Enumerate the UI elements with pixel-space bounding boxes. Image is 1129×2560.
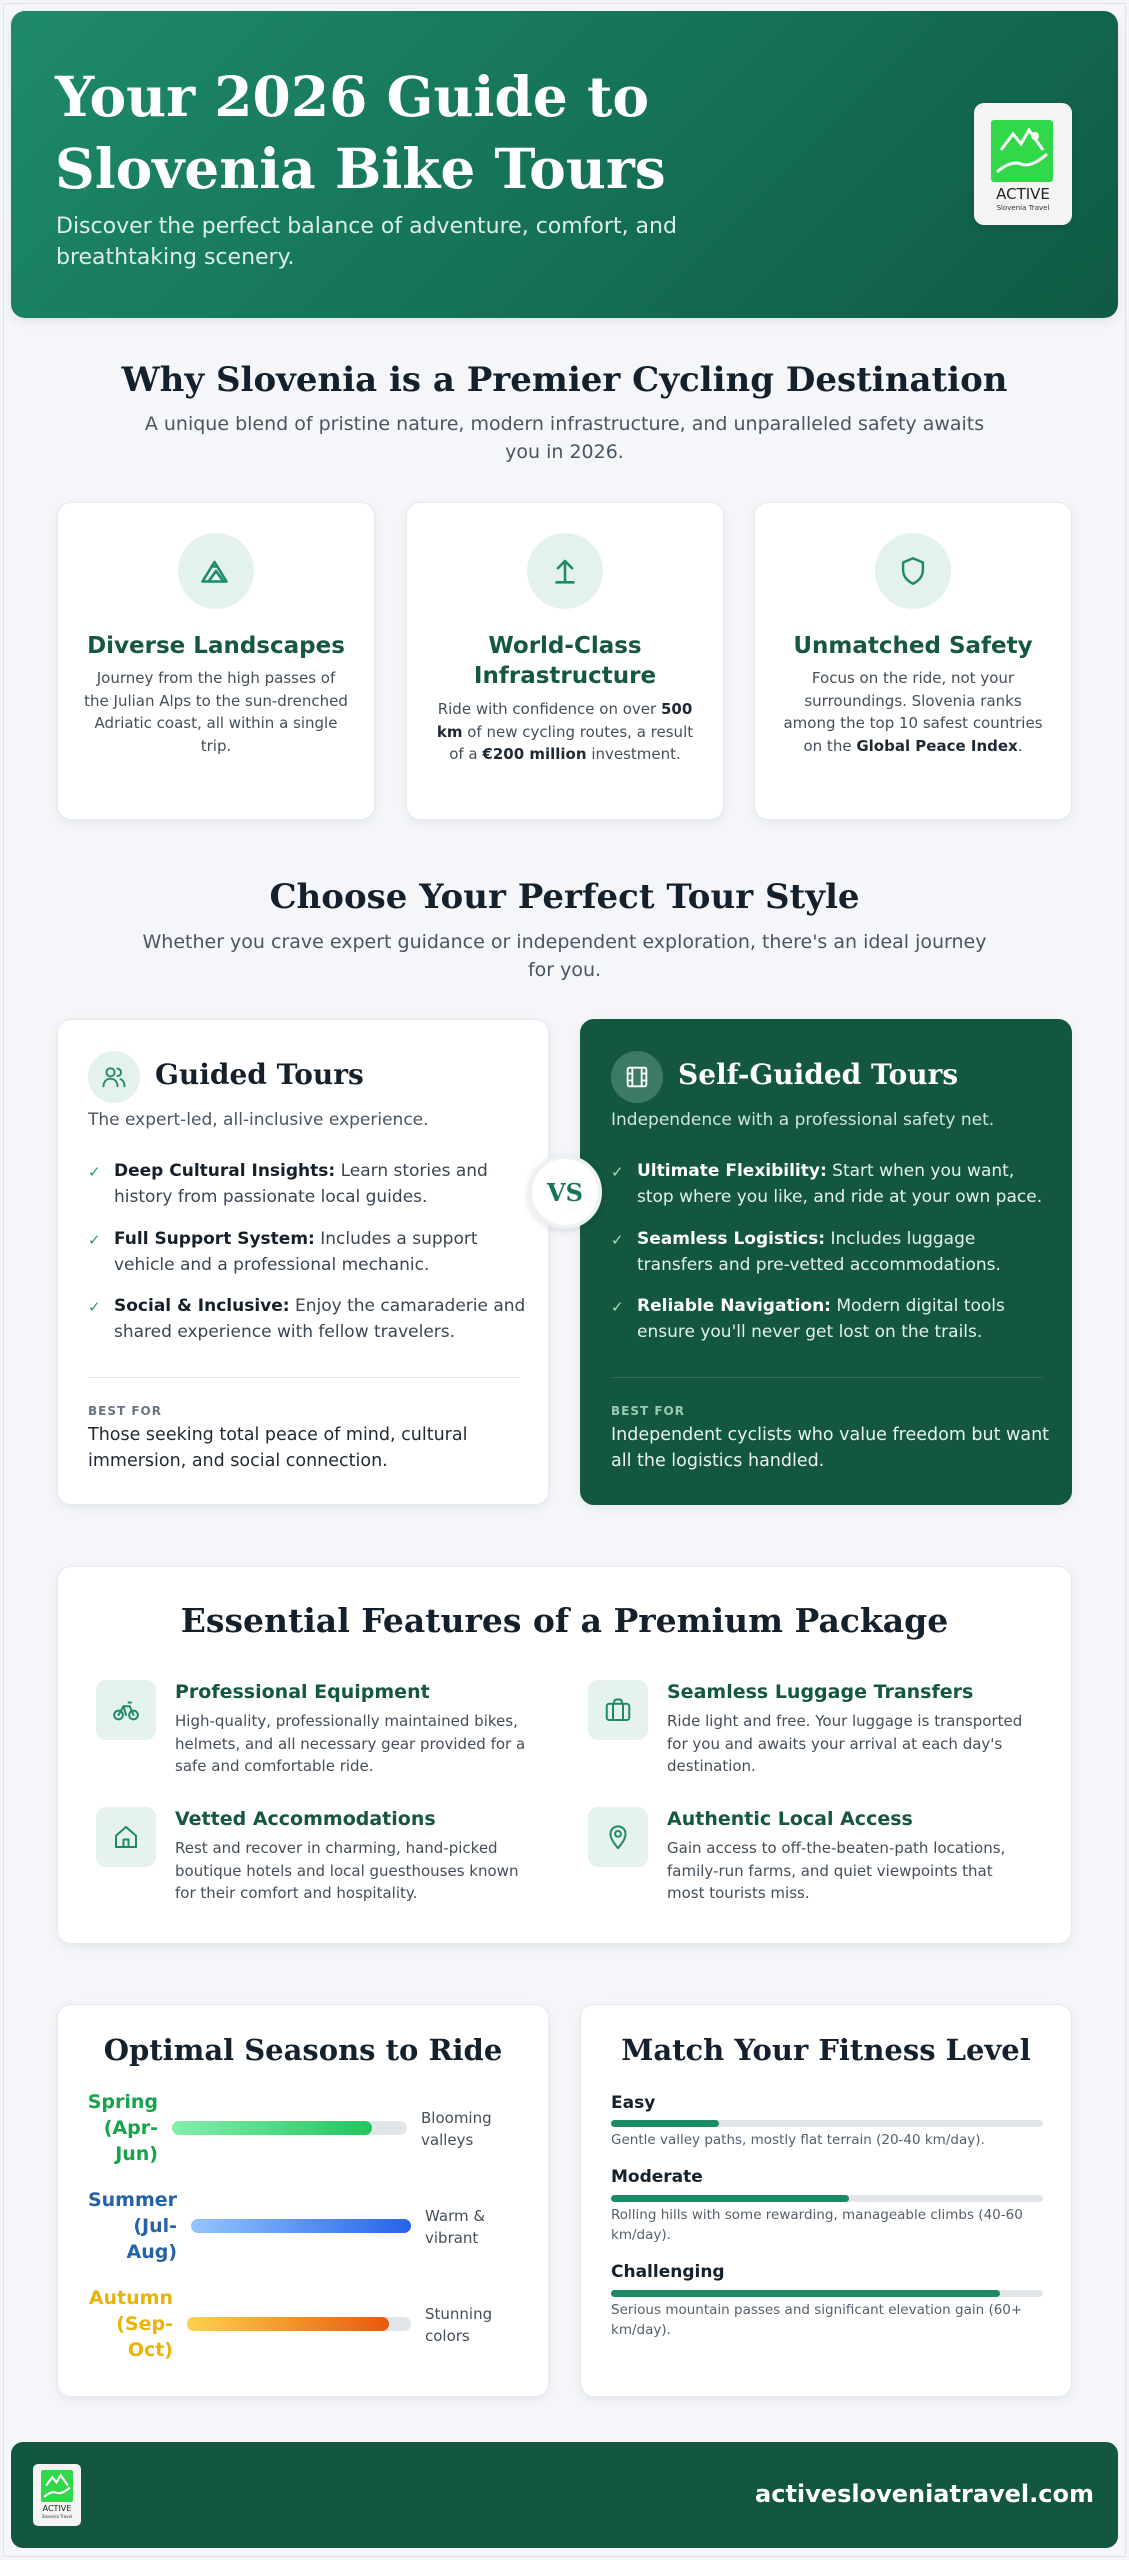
why-card-title: Unmatched Safety xyxy=(793,633,1033,659)
guided-tours-subtitle: The expert-led, all-inclusive experience. xyxy=(88,1110,429,1130)
self-guided-point: ✓ Reliable Navigation: Modern digital tools ensure you'll never get lost on the trails. xyxy=(611,1296,1005,1342)
season-bar xyxy=(187,2317,411,2331)
season-bar xyxy=(172,2121,407,2135)
logo-mark-icon xyxy=(41,2470,73,2502)
mountain-icon xyxy=(178,533,254,609)
logo-brand: ACTIVE xyxy=(42,2504,72,2513)
why-card-safety xyxy=(754,502,1072,820)
why-card-landscapes xyxy=(57,502,375,820)
best-for-label: BEST FOR xyxy=(88,1404,162,1418)
season-note: Warm & vibrant xyxy=(425,2207,486,2247)
vs-badge: VS xyxy=(528,1155,602,1229)
best-for-text: Independent cyclists who value freedom but want all the logistics handled. xyxy=(611,1425,1050,1471)
divider xyxy=(611,1377,1043,1378)
fitness-heading: Match Your Fitness Level xyxy=(621,2033,1031,2067)
guided-point: ✓ Social & Inclusive: Enjoy the camaraderie and shared experience with fellow travelers. xyxy=(88,1296,526,1342)
season-label: Summer (Jul- Aug) xyxy=(87,2189,177,2263)
season-note: Blooming valleys xyxy=(421,2109,492,2149)
guided-tours-title: Guided Tours xyxy=(155,1058,364,1091)
brand-logo[interactable] xyxy=(974,103,1072,225)
fitness-bar-fill xyxy=(611,2290,1000,2297)
hero-banner xyxy=(11,11,1118,318)
map-pin-icon xyxy=(588,1807,648,1867)
check-icon: ✓ xyxy=(611,1163,624,1181)
logo-brand: ACTIVE xyxy=(996,185,1050,203)
feature-title: Seamless Luggage Transfers xyxy=(667,1681,974,1703)
self-guided-tours-subtitle: Independence with a professional safety net. xyxy=(611,1110,995,1130)
check-icon: ✓ xyxy=(88,1231,101,1249)
essentials-heading: Essential Features of a Premium Package xyxy=(180,1601,949,1640)
seasons-heading: Optimal Seasons to Ride xyxy=(103,2033,503,2067)
why-card-title: Diverse Landscapes xyxy=(87,633,345,659)
guided-point: ✓ Deep Cultural Insights: Learn stories and history from passionate local guides. xyxy=(88,1161,488,1207)
page-title xyxy=(55,61,755,205)
season-bar-fill xyxy=(191,2219,411,2233)
seasons-card xyxy=(57,2004,549,2397)
fitness-level-name: Challenging xyxy=(611,2262,725,2282)
season-label: Spring (Apr- Jun) xyxy=(87,2091,158,2165)
fitness-level-desc: Serious mountain passes and significant elevation gain (60+ km/day). xyxy=(611,2302,1023,2338)
self-guided-tours-card xyxy=(580,1019,1072,1505)
title-line-1: Your 2026 Guide to xyxy=(55,64,650,129)
footer-logo[interactable] xyxy=(33,2464,81,2526)
fitness-level-name: Moderate xyxy=(611,2167,703,2187)
why-card-title: World-Class Infrastructure xyxy=(473,633,657,689)
season-bar-fill xyxy=(172,2121,372,2135)
fitness-level-name: Easy xyxy=(611,2093,656,2113)
season-bar xyxy=(191,2219,411,2233)
season-label: Autumn (Sep- Oct) xyxy=(88,2287,173,2361)
logo-tagline: Slovenia Travel xyxy=(996,204,1050,212)
fitness-level-desc: Gentle valley paths, mostly flat terrain (20-40 km/day). xyxy=(611,2132,985,2148)
users-icon xyxy=(88,1051,140,1103)
feature-title: Vetted Accommodations xyxy=(175,1808,436,1830)
fitness-bar-fill xyxy=(611,2195,849,2202)
logo-mark-icon xyxy=(991,120,1053,182)
tours-lead: Whether you crave expert guidance or independent exploration, there's an ideal journey for you. xyxy=(142,931,987,981)
best-for-text: Those seeking total peace of mind, cultural immersion, and social connection. xyxy=(88,1425,468,1471)
why-card-text: Ride with confidence on over 500 km of new cycling routes, a result of a €200 million investment. xyxy=(436,700,694,763)
why-heading: Why Slovenia is a Premier Cycling Destination xyxy=(121,360,1008,400)
shield-icon xyxy=(875,533,951,609)
check-icon: ✓ xyxy=(88,1298,101,1316)
fitness-bar xyxy=(611,2120,1043,2127)
season-bar-fill xyxy=(187,2317,389,2331)
self-guided-tours-title: Self-Guided Tours xyxy=(678,1058,959,1091)
home-icon xyxy=(96,1807,156,1867)
guided-point: ✓ Full Support System: Includes a support vehicle and a professional mechanic. xyxy=(88,1229,478,1275)
why-lead: A unique blend of pristine nature, modern infrastructure, and unparalleled safety awaits you in 2026. xyxy=(144,413,985,463)
feature-title: Professional Equipment xyxy=(175,1681,430,1703)
logo-tagline: Slovenia Travel xyxy=(41,2514,73,2519)
map-grid-icon xyxy=(611,1051,663,1103)
feature-text: Gain access to off-the-beaten-path locations, family-run farms, and quiet viewpoints that most tourists miss. xyxy=(667,1839,1006,1902)
check-icon: ✓ xyxy=(88,1163,101,1181)
title-line-2: Slovenia Bike Tours xyxy=(55,136,666,201)
fitness-bar xyxy=(611,2195,1043,2202)
why-card-text: Journey from the high passes of the Julian Alps to the sun-drenched Adriatic coast, all within a single trip. xyxy=(84,669,348,755)
bike-icon xyxy=(96,1680,156,1740)
check-icon: ✓ xyxy=(611,1231,624,1249)
self-guided-point: ✓ Seamless Logistics: Includes luggage transfers and pre-vetted accommodations. xyxy=(611,1229,1001,1275)
footer xyxy=(11,2442,1118,2548)
fitness-bar-fill xyxy=(611,2120,719,2127)
season-note: Stunning colors xyxy=(425,2305,493,2345)
fitness-bar xyxy=(611,2290,1043,2297)
arrow-up-icon xyxy=(527,533,603,609)
feature-text: Rest and recover in charming, hand-picked boutique hotels and local guesthouses known for their comfort and hospitality. xyxy=(175,1839,519,1902)
hero-subtitle: Discover the perfect balance of adventure, comfort, and breathtaking scenery. xyxy=(56,214,677,270)
website-link[interactable]: activesloveniatravel.com xyxy=(755,2480,1094,2508)
why-card-text: Focus on the ride, not your surroundings. Slovenia ranks among the top 10 safest countries on the Global Peace Index. xyxy=(783,669,1043,755)
tours-heading: Choose Your Perfect Tour Style xyxy=(269,877,860,917)
fitness-level-desc: Rolling hills with some rewarding, manageable climbs (40-60 km/day). xyxy=(611,2207,1023,2243)
fitness-card xyxy=(580,2004,1072,2397)
check-icon: ✓ xyxy=(611,1298,624,1316)
luggage-icon xyxy=(588,1680,648,1740)
essentials-card xyxy=(57,1566,1072,1944)
best-for-label: BEST FOR xyxy=(611,1404,685,1418)
feature-text: High-quality, professionally maintained bikes, helmets, and all necessary gear provided for a safe and comfortable ride. xyxy=(175,1712,526,1775)
divider xyxy=(88,1377,520,1378)
self-guided-point: ✓ Ultimate Flexibility: Start when you want, stop where you like, and ride at your own pace. xyxy=(611,1161,1043,1207)
feature-title: Authentic Local Access xyxy=(667,1808,913,1830)
feature-text: Ride light and free. Your luggage is transported for you and awaits your arrival at each day's destination. xyxy=(667,1712,1023,1775)
why-card-infrastructure xyxy=(406,502,724,820)
guided-tours-card xyxy=(57,1019,549,1505)
